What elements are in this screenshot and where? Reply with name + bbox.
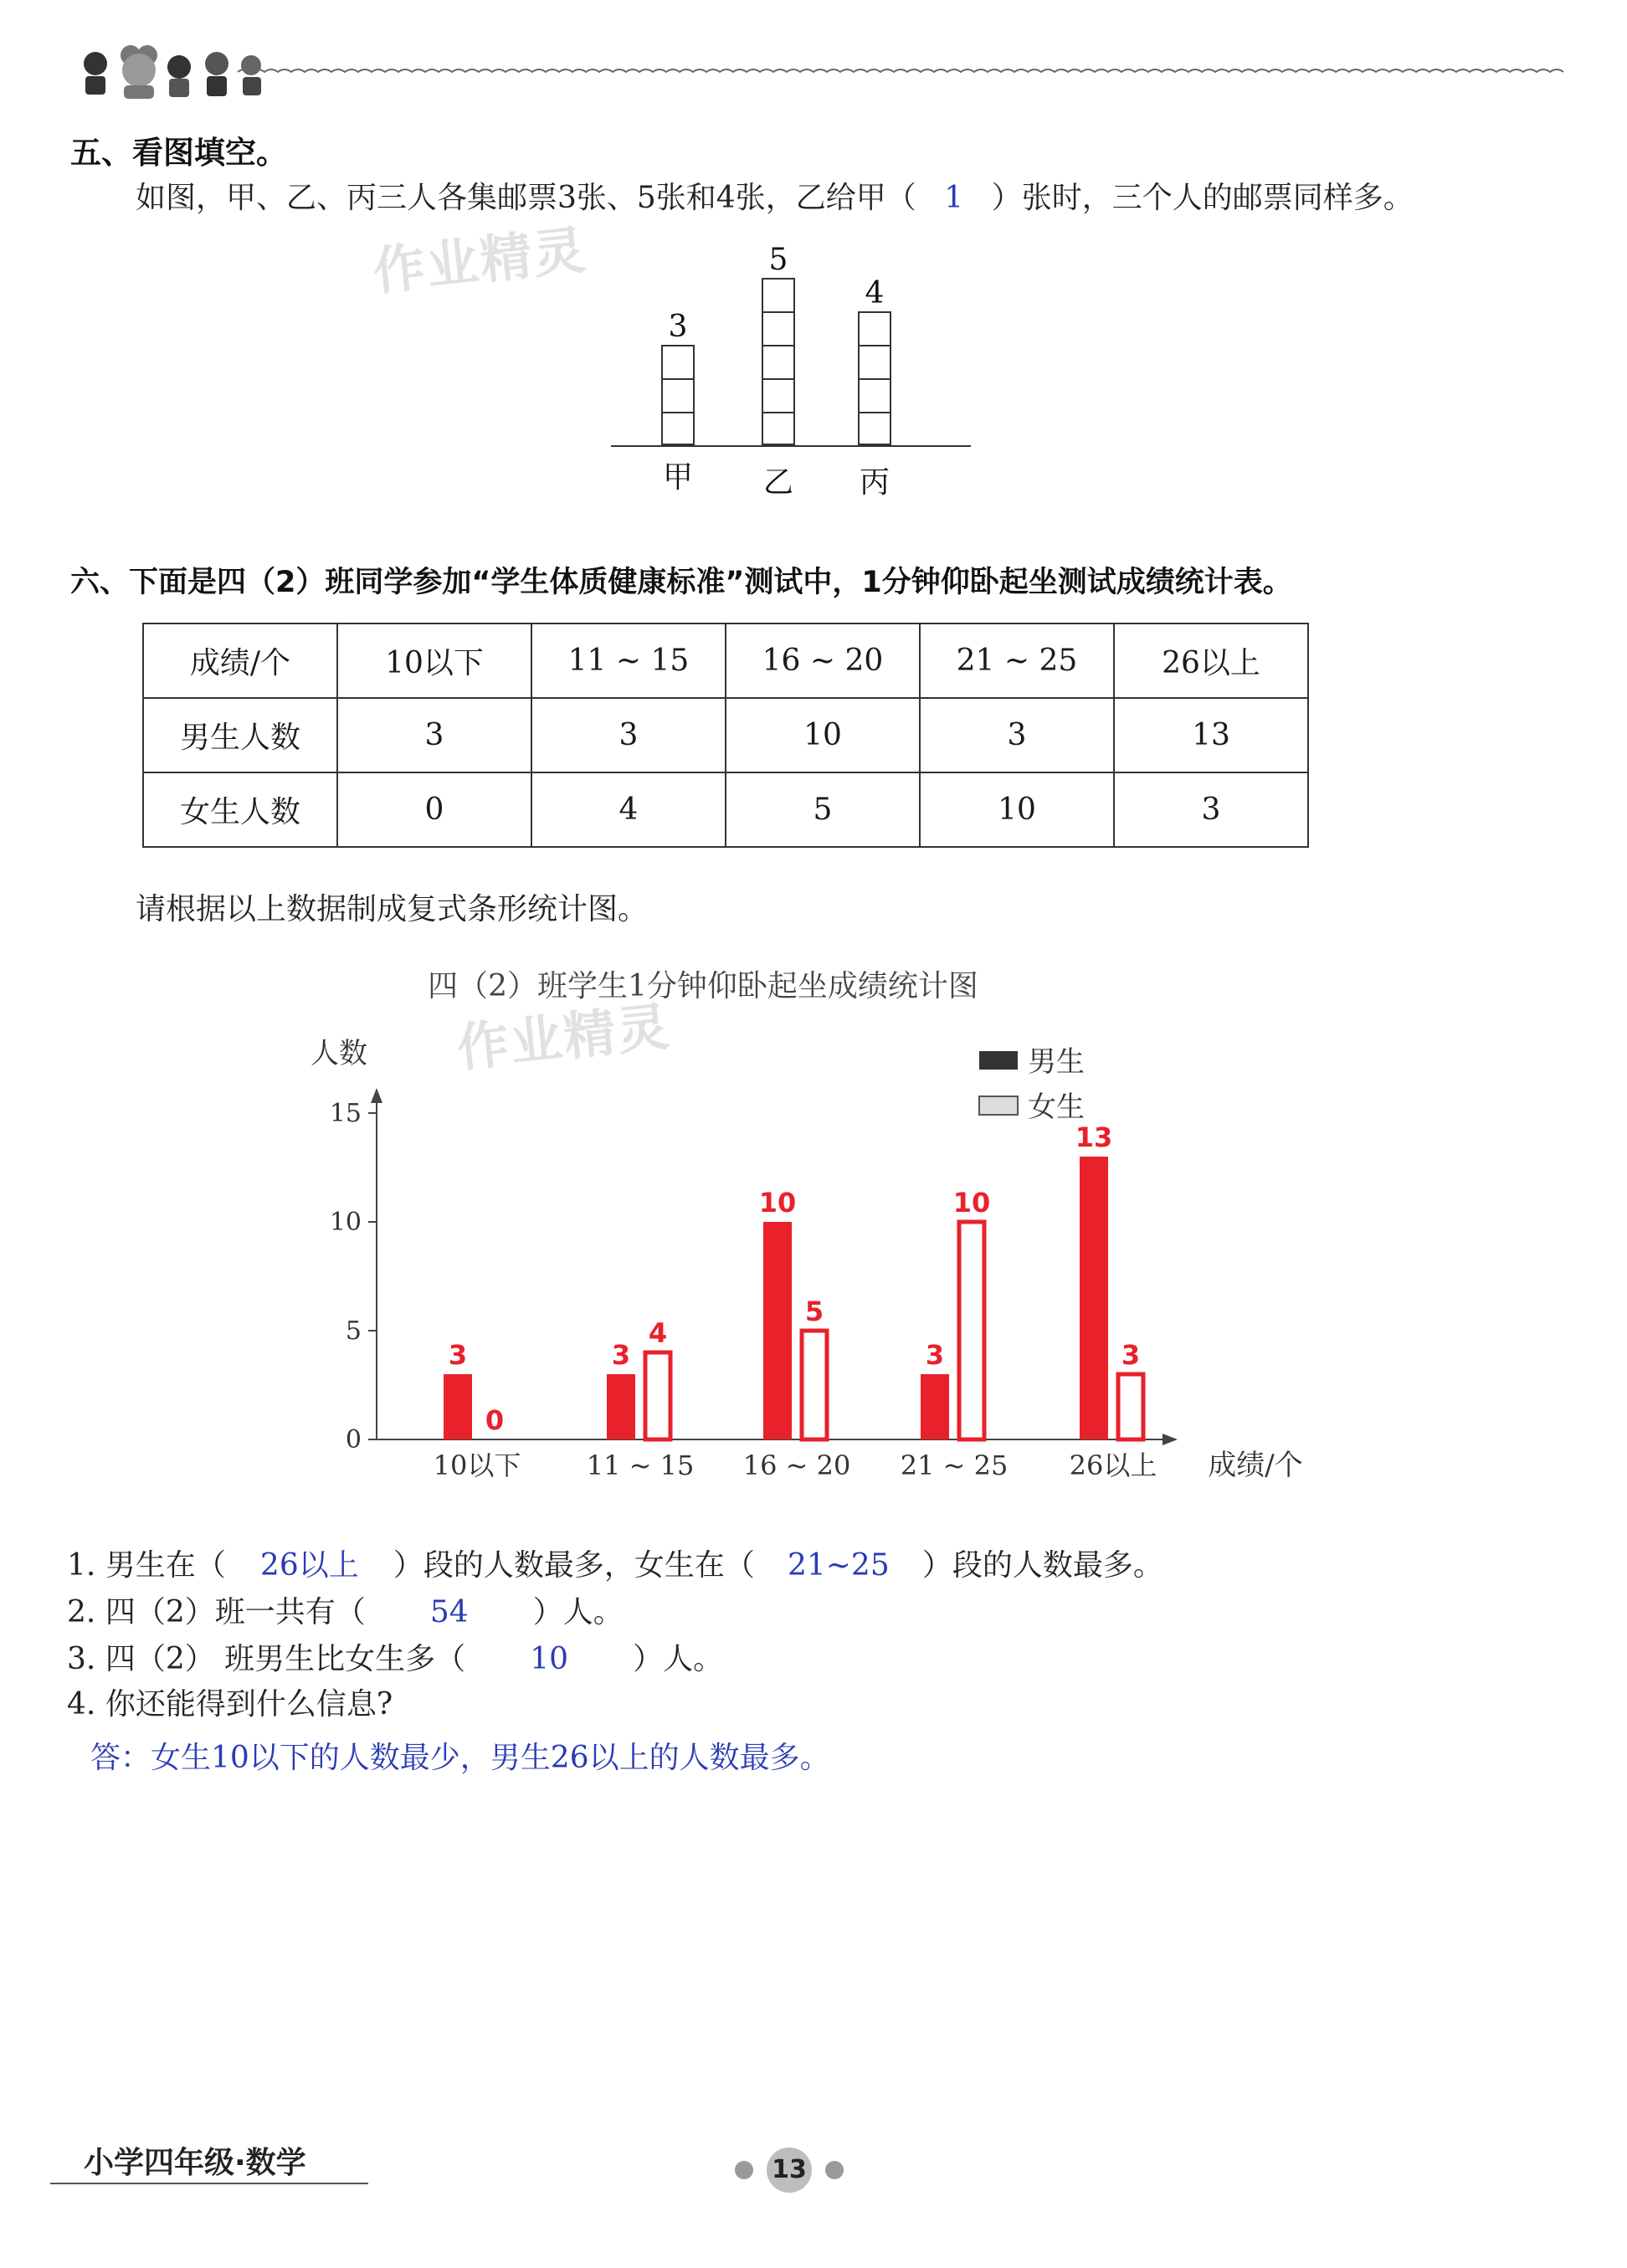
- bar-boys: [921, 1374, 949, 1439]
- data-label: 3: [611, 1339, 631, 1371]
- bar-boys: [444, 1374, 472, 1439]
- question-text: ）人。: [532, 1595, 624, 1629]
- bar-boys: [763, 1222, 792, 1439]
- answer-blank: 54: [429, 1595, 469, 1629]
- answer-blank: 26以上: [259, 1548, 359, 1583]
- x-axis-label: 成绩/个: [1208, 1449, 1303, 1482]
- data-label: 10: [758, 1187, 797, 1219]
- table-cell: 10: [726, 698, 920, 772]
- grade-bar-chart: [285, 962, 1356, 1506]
- y-tick-label: 5: [345, 1316, 362, 1346]
- question-number: 1.: [67, 1548, 96, 1583]
- footer-underline: [50, 2183, 368, 2184]
- x-tick-label: 11 ~ 15: [586, 1450, 695, 1481]
- section6-title: 六、下面是四（2）班同学参加“学生体质健康标准”测试中，1分钟仰卧起坐测试成绩统计表。: [70, 566, 1292, 599]
- x-tick-label: 10以下: [433, 1450, 521, 1481]
- header-decoration: [70, 30, 1577, 105]
- stamp-stacks: [611, 243, 988, 502]
- question-text: ）段的人数最多，女生在（: [393, 1548, 755, 1583]
- answer-blank: 10: [530, 1642, 569, 1676]
- table-cell: 26以上: [1114, 623, 1308, 698]
- table-cell: 3: [920, 698, 1114, 772]
- table-cell: 11 ~ 15: [531, 623, 726, 698]
- table-row: [143, 698, 1308, 772]
- table-cell: 21 ~ 25: [920, 623, 1114, 698]
- question-number: 2.: [67, 1595, 96, 1629]
- question-4: [67, 1680, 393, 1723]
- table-header-row: [143, 623, 1308, 698]
- page-number: 13: [767, 2147, 812, 2193]
- data-label: 3: [1121, 1339, 1141, 1371]
- table-cell: 成绩/个: [143, 623, 337, 698]
- table-cell: 男生人数: [143, 698, 337, 772]
- table-cell: 3: [531, 698, 726, 772]
- watermark: 作业精灵: [454, 995, 674, 1080]
- question-text: 男生在（: [105, 1548, 226, 1583]
- table-cell: 10以下: [337, 623, 531, 698]
- question-text: ）人。: [633, 1642, 724, 1676]
- question-number: 3.: [67, 1642, 96, 1676]
- legend-swatch-boys: [979, 1051, 1018, 1070]
- section5-title: 五、看图填空。: [70, 135, 287, 171]
- bar-boys: [1080, 1157, 1108, 1439]
- y-tick-label: 10: [329, 1208, 362, 1237]
- y-tick-label: 0: [345, 1425, 362, 1455]
- table-cell: 3: [1114, 772, 1308, 847]
- table-cell: 女生人数: [143, 772, 337, 847]
- data-label: 5: [804, 1296, 824, 1327]
- table-cell: 5: [726, 772, 920, 847]
- y-axis-arrow-icon: [371, 1088, 382, 1103]
- table-cell: 4: [531, 772, 726, 847]
- legend-swatch-girls: [979, 1096, 1018, 1115]
- chart-instruction: 请根据以上数据制成复式条形统计图。: [136, 892, 649, 926]
- x-tick-label: 16 ~ 20: [742, 1450, 851, 1481]
- question-text: 你还能得到什么信息?: [105, 1687, 393, 1722]
- chart-title: 四（2）班学生1分钟仰卧起坐成绩统计图: [428, 969, 978, 1003]
- bar-girls: [959, 1222, 984, 1439]
- data-label: 10: [952, 1187, 991, 1219]
- table-cell: 0: [337, 772, 531, 847]
- bar-girls: [1118, 1374, 1143, 1439]
- bar-girls: [645, 1352, 670, 1439]
- legend-label-boys: 男生: [1028, 1045, 1085, 1079]
- data-label: 13: [1075, 1121, 1113, 1153]
- footer-grade-label: 小学四年级·数学: [84, 2146, 306, 2180]
- section5-question: [136, 174, 1414, 217]
- dot-icon: [825, 2161, 844, 2179]
- data-label: 4: [648, 1317, 668, 1349]
- stack-label: 甲: [662, 460, 693, 495]
- y-tick-label: 15: [329, 1099, 362, 1128]
- question-1: [67, 1542, 1163, 1584]
- question-prefix: 如图，甲、乙、丙三人各集邮票3张、5张和4张，乙给甲（: [136, 181, 916, 215]
- bar-boys: [607, 1374, 635, 1439]
- data-label: 0: [485, 1404, 505, 1436]
- bar-girls: [802, 1331, 827, 1439]
- data-label: 3: [925, 1339, 945, 1371]
- x-tick-label: 21 ~ 25: [900, 1450, 1009, 1481]
- watermark: 作业精灵: [370, 218, 590, 303]
- data-label: 3: [448, 1339, 468, 1371]
- stack-label: 丙: [859, 465, 890, 500]
- grade-table: [142, 623, 1309, 848]
- stack-count: 4: [865, 276, 885, 310]
- table-row: [143, 772, 1308, 847]
- table-cell: 13: [1114, 698, 1308, 772]
- table-cell: 3: [337, 698, 531, 772]
- x-tick-label: 26以上: [1069, 1450, 1157, 1481]
- dot-icon: [735, 2161, 753, 2179]
- question-text: 四（2）班一共有（: [105, 1595, 366, 1629]
- legend-label-girls: 女生: [1028, 1090, 1085, 1124]
- table-cell: 16 ~ 20: [726, 623, 920, 698]
- table-cell: 10: [920, 772, 1114, 847]
- cartoon-characters-icon: [70, 30, 1577, 105]
- stack-label: 乙: [762, 465, 793, 500]
- x-axis-arrow-icon: [1163, 1434, 1178, 1445]
- question-2: [67, 1588, 624, 1631]
- y-axis-label: 人数: [311, 1037, 367, 1070]
- stack-count: 5: [768, 243, 788, 277]
- baseline: [611, 445, 971, 447]
- answer-blank: 21~25: [787, 1548, 890, 1583]
- answer-blank: 1: [944, 181, 964, 215]
- stack-count: 3: [668, 310, 688, 344]
- question-3: [67, 1635, 723, 1678]
- question-suffix: ）张时，三个人的邮票同样多。: [991, 181, 1414, 215]
- question-text: 四（2） 班男生比女生多（: [105, 1642, 466, 1676]
- answer-4: 答：女生10以下的人数最少，男生26以上的人数最多。: [90, 1741, 830, 1775]
- question-number: 4.: [67, 1687, 96, 1722]
- question-text: ）段的人数最多。: [921, 1548, 1163, 1583]
